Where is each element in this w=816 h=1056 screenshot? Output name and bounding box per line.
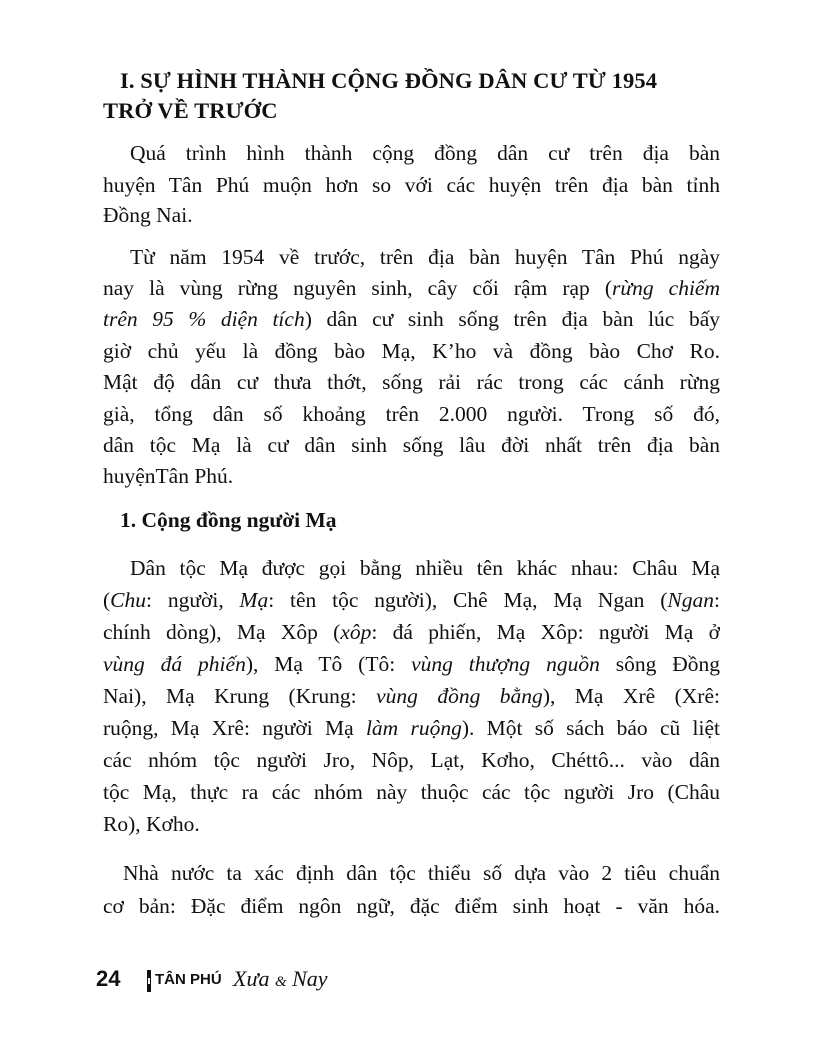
paragraph-3-line: Dân tộc Mạ được gọi bằng nhiều tên khác nhau: Châu Mạ [130,556,720,580]
italic-run: Mạ [239,588,269,612]
paragraph-2-line: dân tộc Mạ là cư dân sinh sống lâu đời nhất trên địa bàn [103,433,720,457]
paragraph-4-line: cơ bản: Đặc điểm ngôn ngữ, đặc điểm sinh hoạt - văn hóa. [103,894,720,918]
text-run: chính dòng), Mạ Xôp ( [103,620,341,644]
text-run: ) dân cư sinh sống trên địa bàn lúc bấy [304,307,720,331]
italic-run: vùng đá phiến [103,652,246,676]
italic-run: trên 95 % diện tích [103,307,305,331]
paragraph-1-line: huyện Tân Phú muộn hơn so với các huyện trên địa bàn tỉnh [103,173,720,197]
paragraph-2-line: Từ năm 1954 về trước, trên địa bàn huyện Tân Phú ngày [130,245,720,269]
section-heading-line-1: I. SỰ HÌNH THÀNH CỘNG ĐỒNG DÂN CƯ TỪ 1954 [120,68,658,93]
running-title-brand: TÂN PHÚ [155,971,222,988]
text-run: ), Mạ Xrê (Xrê: [542,684,720,708]
text-run: ), Mạ Tô (Tô: [245,652,412,676]
tagline-word: Nay [292,966,328,991]
paragraph-3-line [103,585,720,615]
running-title-tagline [233,966,328,992]
subsection-heading: 1. Cộng đồng người Mạ [120,508,337,532]
text-run: ). Một số sách báo cũ liệt [461,716,720,740]
text-run: nay là vùng rừng nguyên sinh, cây cối rậm rạp ( [103,276,613,300]
section-heading-line-2: TRỞ VỀ TRƯỚC [103,98,278,123]
italic-run: rừng chiếm [612,276,720,300]
italic-run: Chu [110,588,147,612]
italic-run: Ngan [667,588,715,612]
paragraph-3-line [103,617,720,647]
italic-run: vùng thượng nguồn [411,652,600,676]
paragraph-2-line [103,304,720,334]
text-run: : tên tộc người), Chê Mạ, Mạ Ngan ( [268,588,668,612]
paragraph-1-line: Đồng Nai. [103,203,193,227]
text-run: ( [103,588,111,612]
paragraph-2-line: Mật độ dân cư thưa thớt, sống rải rác trong các cánh rừng [103,370,720,394]
text-run: Nai), Mạ Krung (Krung: [103,684,377,708]
paragraph-2-line: giờ chủ yếu là đồng bào Mạ, K’ho và đồng bào Chơ Ro. [103,339,720,363]
text-run: sông Đồng [599,652,720,676]
page-number: 24 [96,966,121,991]
paragraph-3-line: tộc Mạ, thực ra các nhóm này thuộc các tộc người Jro (Châu [103,780,720,804]
italic-run: xôp [340,620,372,644]
paragraph-3-line [103,713,720,743]
text-run: : đá phiến, Mạ Xôp: người Mạ ở [371,620,720,644]
tagline-word: Xưa [233,966,270,991]
tagline-ampersand: & [274,974,287,990]
paragraph-3-line: Ro), Kơho. [103,812,200,836]
paragraph-2-line: già, tổng dân số khoảng trên 2.000 người. Trong số đó, [103,402,720,426]
paragraph-4-line: Nhà nước ta xác định dân tộc thiểu số dựa vào 2 tiêu chuẩn [123,861,720,885]
italic-run: làm ruộng [365,716,462,740]
italic-run: vùng đồng bằng [376,684,543,708]
paragraph-2-line [103,273,720,303]
paragraph-3-line [103,649,720,679]
text-run: : [714,588,720,612]
text-run: : người, [146,588,240,612]
text-run: ruộng, Mạ Xrê: người Mạ [103,716,366,740]
paragraph-3-line [103,681,720,711]
paragraph-1-line: Quá trình hình thành cộng đồng dân cư trên địa bàn [130,141,720,165]
footer-divider-bar [147,970,151,992]
paragraph-2-line: huyệnTân Phú. [103,464,234,488]
paragraph-3-line: các nhóm tộc người Jro, Nôp, Lạt, Kơho, Chéttô... vào dân [103,748,720,772]
